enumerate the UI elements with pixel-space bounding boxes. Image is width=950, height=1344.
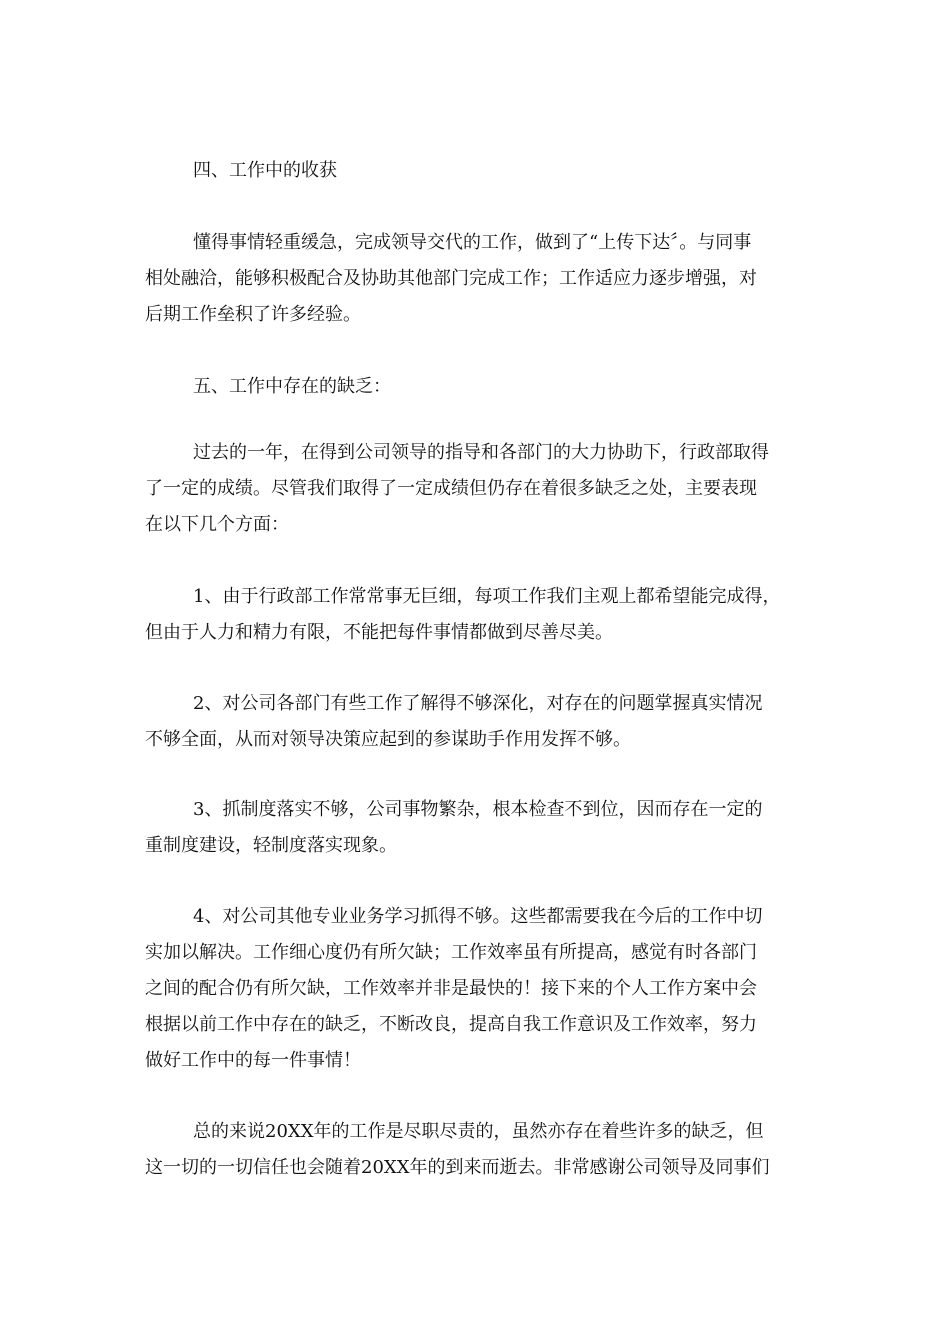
paragraph-line: 实加以解决。工作细心度仍有所欠缺；工作效率虽有所提高，感觉有时各部门 [145, 942, 757, 963]
paragraph-line: 2、对公司各部门有些工作了解得不够深化，对存在的问题掌握真实情况 [193, 693, 763, 714]
paragraph-line: 但由于人力和精力有限，不能把每件事情都做到尽善尽美。 [145, 622, 613, 643]
section-heading-4 [145, 153, 813, 189]
list-item-1 [145, 579, 813, 651]
paragraph-line: 做好工作中的每一件事情！ [145, 1050, 361, 1071]
paragraph-line: 了一定的成绩。尽管我们取得了一定成绩但仍存在着很多缺乏之处，主要表现 [145, 478, 757, 499]
heading-text: 四、工作中的收获 [193, 160, 337, 181]
list-item-2 [145, 686, 813, 758]
paragraph-line: 懂得事情轻重缓急，完成领导交代的工作，做到了“上传下达〞。与同事 [193, 232, 752, 253]
paragraph-line: 总的来说20XX年的工作是尽职尽责的，虽然亦存在着些许多的缺乏，但 [193, 1121, 764, 1142]
section-heading-5 [145, 369, 813, 405]
heading-text: 五、工作中存在的缺乏： [193, 376, 391, 397]
paragraph-line: 1、由于行政部工作常常事无巨细，每项工作我们主观上都希望能完成得， [193, 586, 781, 607]
paragraph-line: 过去的一年，在得到公司领导的指导和各部门的大力协助下，行政部取得 [193, 442, 769, 463]
paragraph-line: 相处融洽，能够积极配合及协助其他部门完成工作；工作适应力逐步增强，对 [145, 268, 757, 289]
paragraph-line: 之间的配合仍有所欠缺，工作效率并非是最快的！接下来的个人工作方案中会 [145, 978, 757, 999]
paragraph-line: 不够全面，从而对领导决策应起到的参谋助手作用发挥不够。 [145, 729, 631, 750]
paragraph-line: 3、抓制度落实不够，公司事物繁杂，根本检查不到位，因而存在一定的 [193, 799, 763, 820]
paragraph-line: 重制度建设，轻制度落实现象。 [145, 835, 397, 856]
list-item-4 [145, 899, 813, 1079]
paragraph-line: 在以下几个方面： [145, 514, 289, 535]
paragraph-intro [145, 435, 813, 543]
paragraph-line: 根据以前工作中存在的缺乏，不断改良，提高自我工作意识及工作效率，努力 [145, 1014, 757, 1035]
list-item-3 [145, 792, 813, 864]
paragraph-line: 这一切的一切信任也会随着20XX年的到来而逝去。非常感谢公司领导及同事们 [145, 1157, 770, 1178]
paragraph-line: 4、对公司其他专业业务学习抓得不够。这些都需要我在今后的工作中切 [193, 906, 763, 927]
paragraph-line: 后期工作垒积了许多经验。 [145, 304, 361, 325]
paragraph-summary [145, 1114, 813, 1186]
paragraph-gains [145, 225, 813, 333]
